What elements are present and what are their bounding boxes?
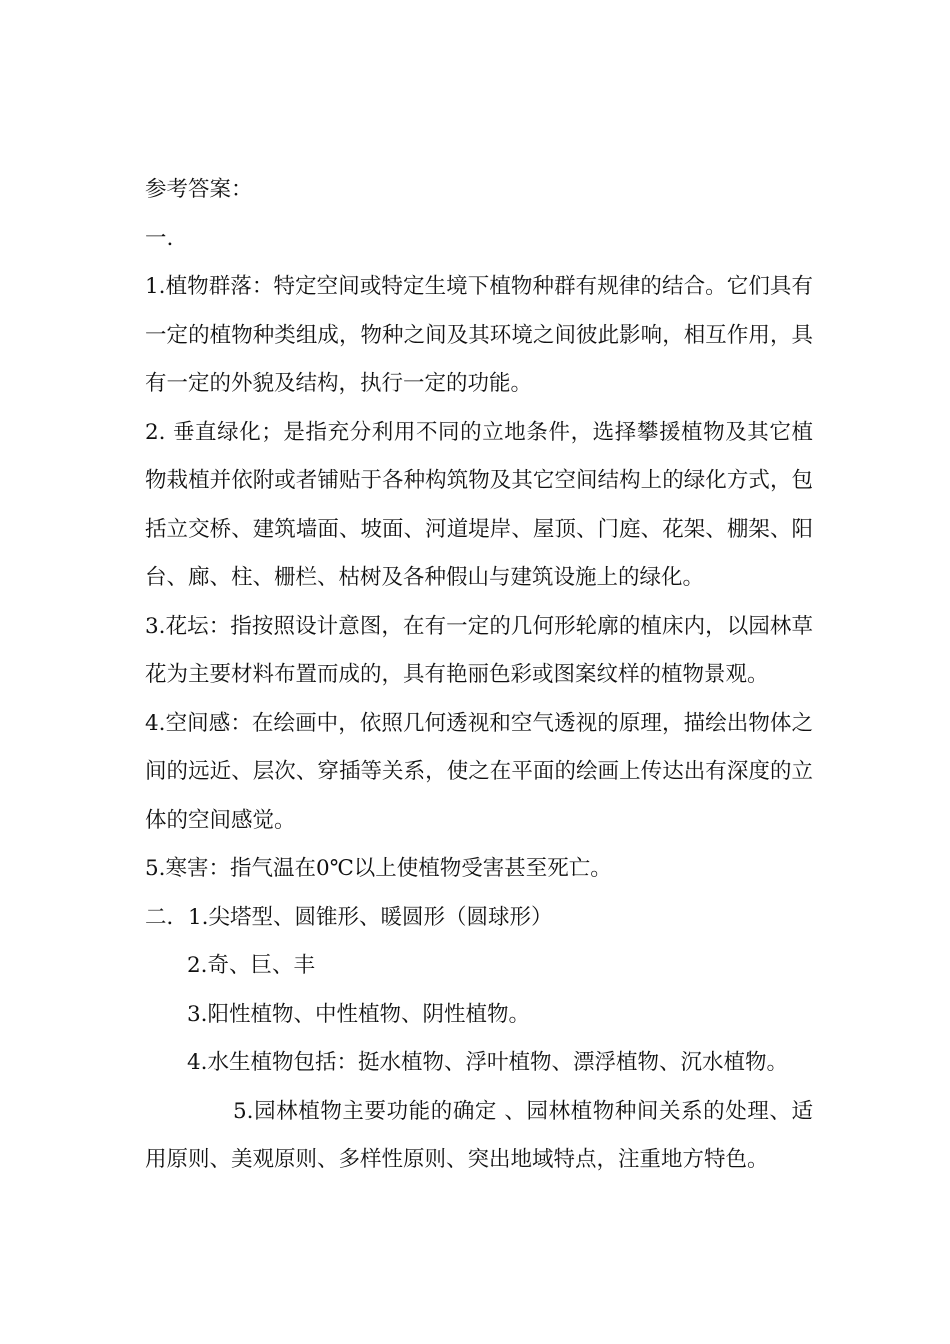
definition-flower-bed: 3.花坛：指按照设计意图，在有一定的几何形轮廓的植床内，以园林草花为主要材料布置而成的，具有艳丽色彩或图案纹样的植物景观。 — [145, 613, 813, 687]
section-two-last-item — [145, 1088, 813, 1185]
definition-vertical-greening: 2. 垂直绿化；是指充分利用不同的立地条件，选择攀援植物及其它植物栽植并依附或者铺贴于各种构筑物及其它空间结构上的绿化方式，包括立交桥、建筑墙面、坡面、河道堤岸、屋顶、门庭、花架、棚架、阳台、廊、柱、栅栏、枯树及各种假山与建筑设施上的绿化。 — [145, 419, 813, 590]
definition-plant-community: 1.植物群落：特定空间或特定生境下植物种群有规律的结合。它们具有一定的植物种类组成，物种之间及其环境之间彼此影响，相互作用，具有一定的外貌及结构，执行一定的功能。 — [145, 274, 813, 396]
answer-heading: 参考答案： — [145, 177, 253, 202]
definition-cold-damage: 5.寒害：指气温在0℃以上使植物受害甚至死亡。 — [145, 856, 612, 881]
definition-spatial-sense: 4.空间感：在绘画中，依照几何透视和空气透视的原理，描绘出物体之间的远近、层次、穿插等关系，使之在平面的绘画上传达出有深度的立体的空间感觉。 — [145, 710, 813, 833]
section-two-item: 3.阳性植物、中性植物、阴性植物。 — [187, 1001, 531, 1027]
section-two-item: 2.奇、巨、丰 — [187, 953, 316, 978]
answer-text-block — [145, 166, 813, 1185]
section-one-title: 一. — [145, 225, 174, 251]
section-two-first-item: 二．1.尖塔型、圆锥形、暖圆形（圆球形） — [145, 904, 553, 930]
section-two-item: 4.水生植物包括：挺水植物、浮叶植物、漂浮植物、沉水植物。 — [187, 1050, 789, 1075]
section-two-last-item-text: 5.园林植物主要功能的确定 、园林植物种间关系的处理、适用原则、美观原则、多样性原则、突出地域特点，注重地方特色。 — [145, 1098, 813, 1172]
